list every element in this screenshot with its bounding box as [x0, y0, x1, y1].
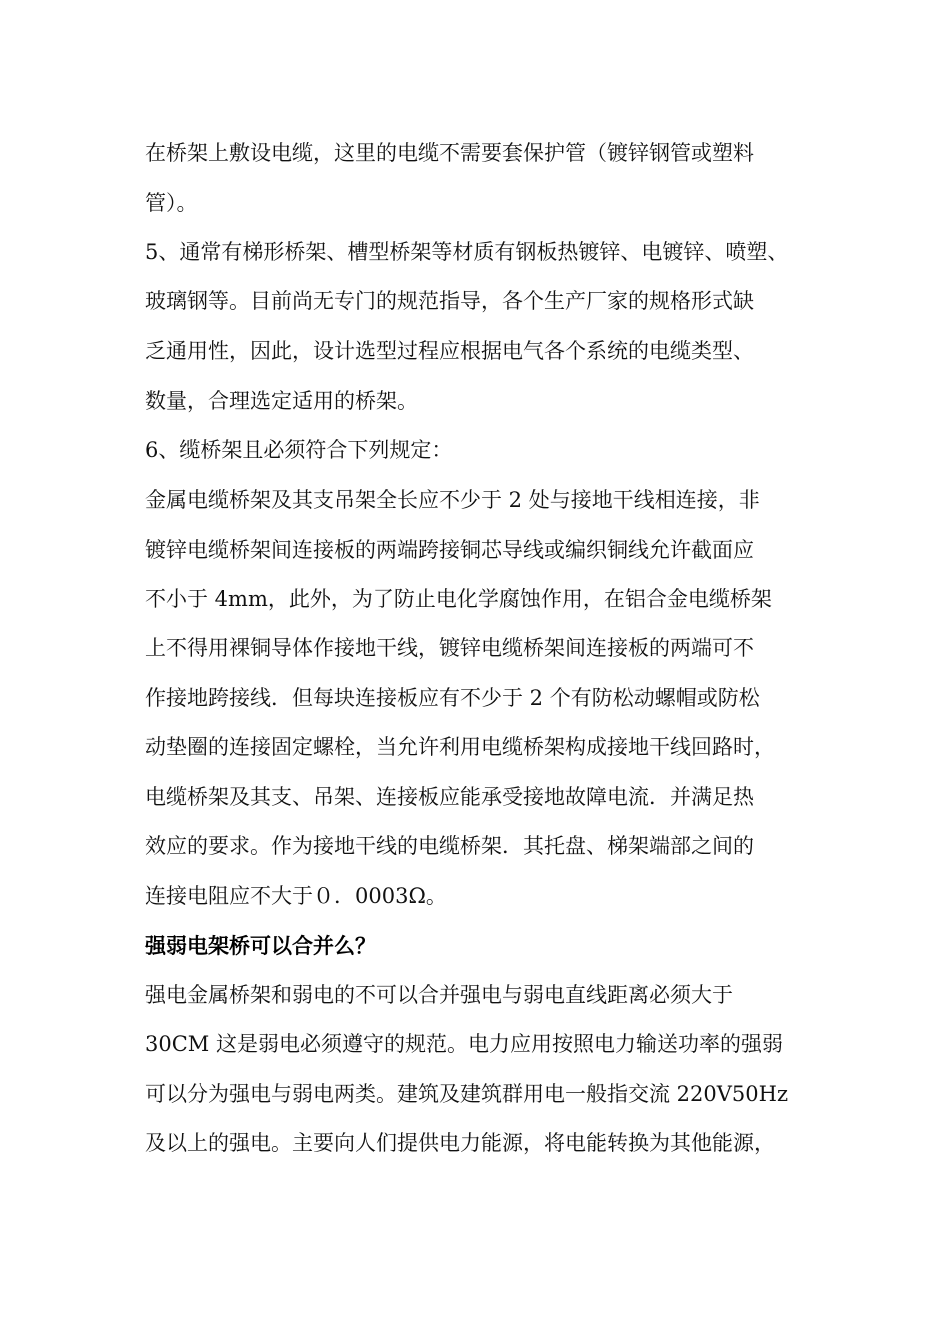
section-heading: 强弱电架桥可以合并么？: [145, 934, 376, 958]
paragraph-line: 可以分为强电与弱电两类。建筑及建筑群用电一般指交流 220V50Hz: [145, 1082, 789, 1106]
paragraph-line: 乏通用性，因此，设计选型过程应根据电气各个系统的电缆类型、: [145, 339, 754, 363]
paragraph-line: 作接地跨接线．但每块连接板应有不少于 2 个有防松动螺帽或防松: [145, 686, 760, 710]
paragraph-line: 及以上的强电。主要向人们提供电力能源，将电能转换为其他能源，: [145, 1131, 775, 1155]
paragraph-line: 上不得用裸铜导体作接地干线，镀锌电缆桥架间连接板的两端可不: [145, 636, 754, 660]
paragraph-line: 5、通常有梯形桥架、槽型桥架等材质有钢板热镀锌、电镀锌、喷塑、: [145, 240, 789, 264]
paragraph-line: 效应的要求。作为接地干线的电缆桥架．其托盘、梯架端部之间的: [145, 834, 754, 858]
paragraph-line: 金属电缆桥架及其支吊架全长应不少于 2 处与接地干线相连接，非: [145, 488, 760, 512]
paragraph-line: 6、缆桥架且必须符合下列规定：: [145, 438, 453, 462]
paragraph-line: 不小于 4mm，此外，为了防止电化学腐蚀作用，在铝合金电缆桥架: [145, 587, 772, 611]
paragraph-line: 数量，合理选定适用的桥架。: [145, 389, 418, 413]
paragraph-line: 强电金属桥架和弱电的不可以合并强电与弱电直线距离必须大于: [145, 983, 733, 1007]
paragraph-line: 动垫圈的连接固定螺栓，当允许利用电缆桥架构成接地干线回路时，: [145, 735, 775, 759]
paragraph-line: 在桥架上敷设电缆，这里的电缆不需要套保护管（镀锌钢管或塑料: [145, 141, 754, 165]
paragraph-line: 连接电阻应不大于０．0003Ω。: [145, 884, 447, 908]
paragraph-line: 镀锌电缆桥架间连接板的两端跨接铜芯导线或编织铜线允许截面应: [145, 538, 754, 562]
paragraph-line: 电缆桥架及其支、吊架、连接板应能承受接地故障电流．并满足热: [145, 785, 754, 809]
paragraph-line: 玻璃钢等。目前尚无专门的规范指导，各个生产厂家的规格形式缺: [145, 289, 754, 313]
paragraph-line: 管）。: [145, 191, 198, 215]
paragraph-line: 30CM 这是弱电必须遵守的规范。电力应用按照电力输送功率的强弱: [145, 1032, 783, 1056]
